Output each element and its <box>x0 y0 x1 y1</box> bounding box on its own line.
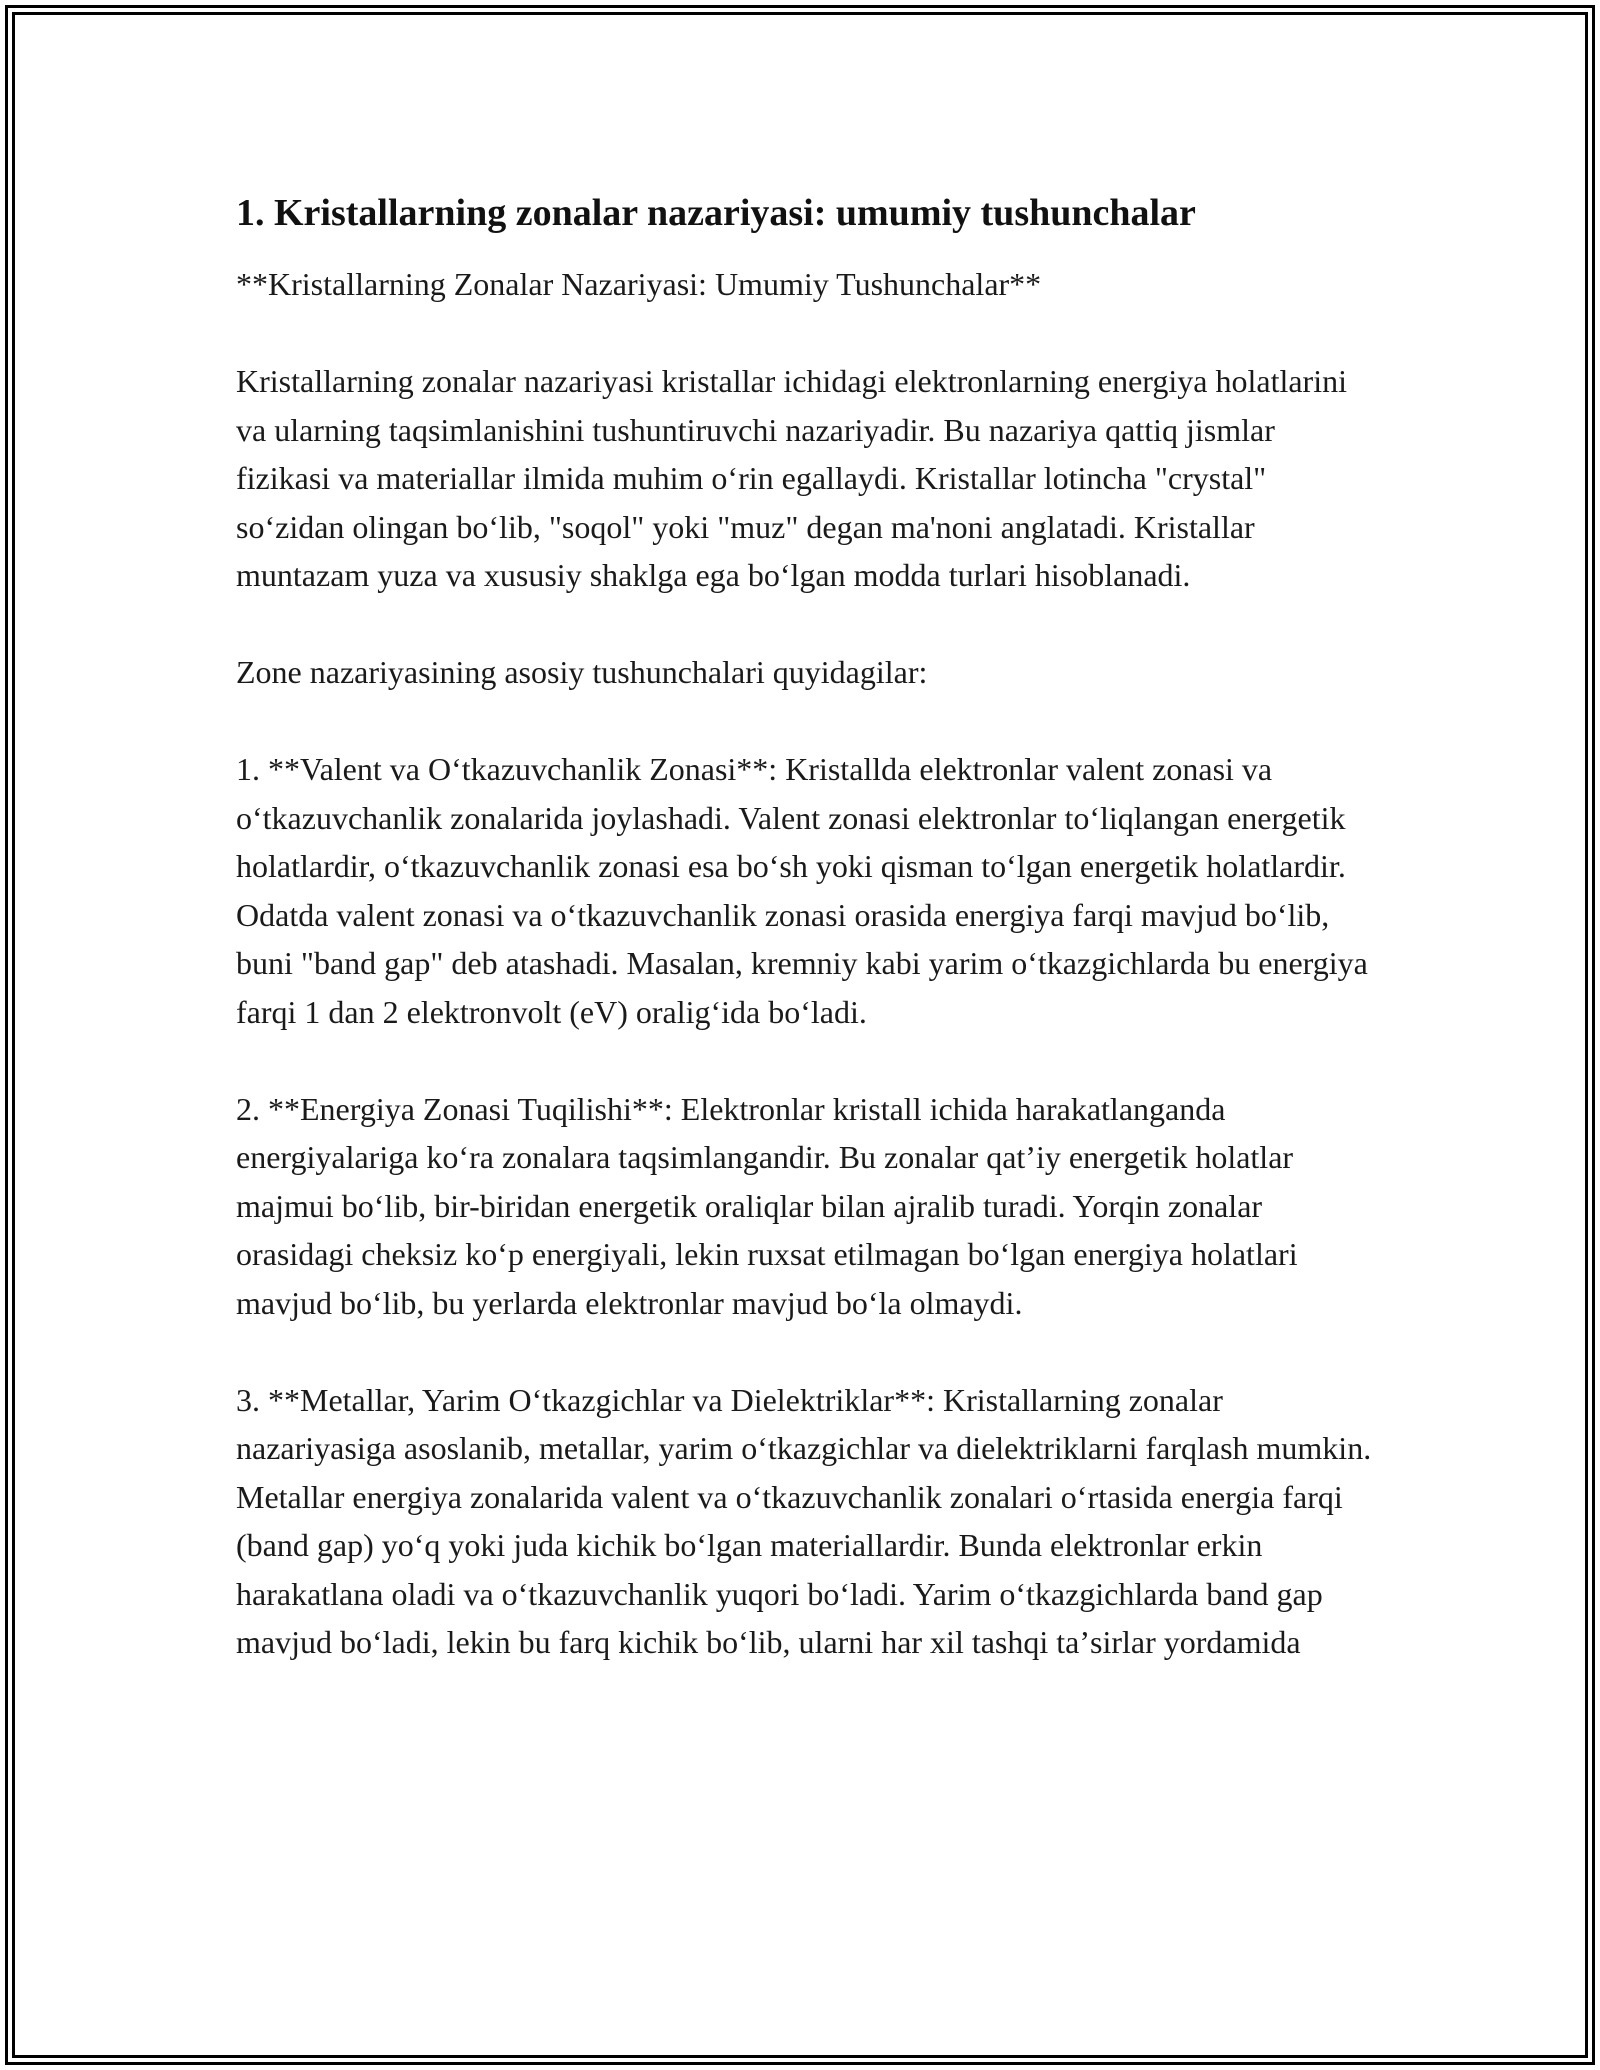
document-heading: 1. Kristallarning zonalar nazariyasi: umumiy tushunchalar <box>236 192 1196 234</box>
list-item-valent-zone: 1. **Valent va Oʻtkazuvchanlik Zonasi**: Kristallda elektronlar valent zonasi va oʻtkazuvchanlik zonalarida joylashadi. Valent zonasi elektronlar toʻliqlangan energetik holatlardir, oʻtkazuvchanlik zonasi esa boʻsh yoki qisman toʻlgan energetik holatlardir. Odatda valent zonasi va oʻtkazuvchanlik zonasi orasida energiya farqi mavjud boʻlib, buni "band gap" deb atashadi. Masalan, kremniy kabi yarim oʻtkazgichlarda bu energiya farqi 1 dan 2 elektronvolt (eV) oraligʻida boʻladi. <box>236 751 1368 1030</box>
list-intro-paragraph: Zone nazariyasining asosiy tushunchalari quyidagilar: <box>236 654 928 690</box>
intro-paragraph: Kristallarning zonalar nazariyasi kristallar ichidagi elektronlarning energiya holatlarini va ularning taqsimlanishini tushuntiruvchi nazariyadir. Bu nazariya qattiq jismlar fizikasi va materiallar ilmida muhim oʻrin egallaydi. Kristallar lotincha "crystal" soʻzidan olingan boʻlib, "soqol" yoki "muz" degan ma'noni anglatadi. Kristallar muntazam yuza va xususiy shaklga ega boʻlgan modda turlari hisoblanadi. <box>236 363 1347 593</box>
document-body <box>236 186 1376 1715</box>
list-item-metals-semiconductors: 3. **Metallar, Yarim Oʻtkazgichlar va Dielektriklar**: Kristallarning zonalar nazariyasiga asoslanib, metallar, yarim oʻtkazgichlar va dielektriklarni farqlash mumkin. Metallar energiya zonalarida valent va oʻtkazuvchanlik zonalari oʻrtasida energia farqi (band gap) yoʻq yoki juda kichik boʻlgan materiallardir. Bunda elektronlar erkin harakatlana oladi va oʻtkazuvchanlik yuqori boʻladi. Yarim oʻtkazgichlarda band gap mavjud boʻladi, lekin bu farq kichik boʻlib, ularni har xil tashqi taʼsirlar yordamida <box>236 1381 1372 1660</box>
subtitle-paragraph: **Kristallarning Zonalar Nazariyasi: Umumiy Tushunchalar** <box>236 266 1042 302</box>
list-item-energy-zone: 2. **Energiya Zonasi Tuqilishi**: Elektronlar kristall ichida harakatlanganda energiyalariga koʻra zonalara taqsimlangandir. Bu zonalar qatʼiy energetik holatlar majmui boʻlib, bir-biridan energetik oraliqlar bilan ajralib turadi. Yorqin zonalar orasidagi cheksiz koʻp energiyali, lekin ruxsat etilmagan boʻlgan energiya holatlari mavjud boʻlib, bu yerlarda elektronlar mavjud boʻla olmaydi. <box>236 1090 1298 1321</box>
